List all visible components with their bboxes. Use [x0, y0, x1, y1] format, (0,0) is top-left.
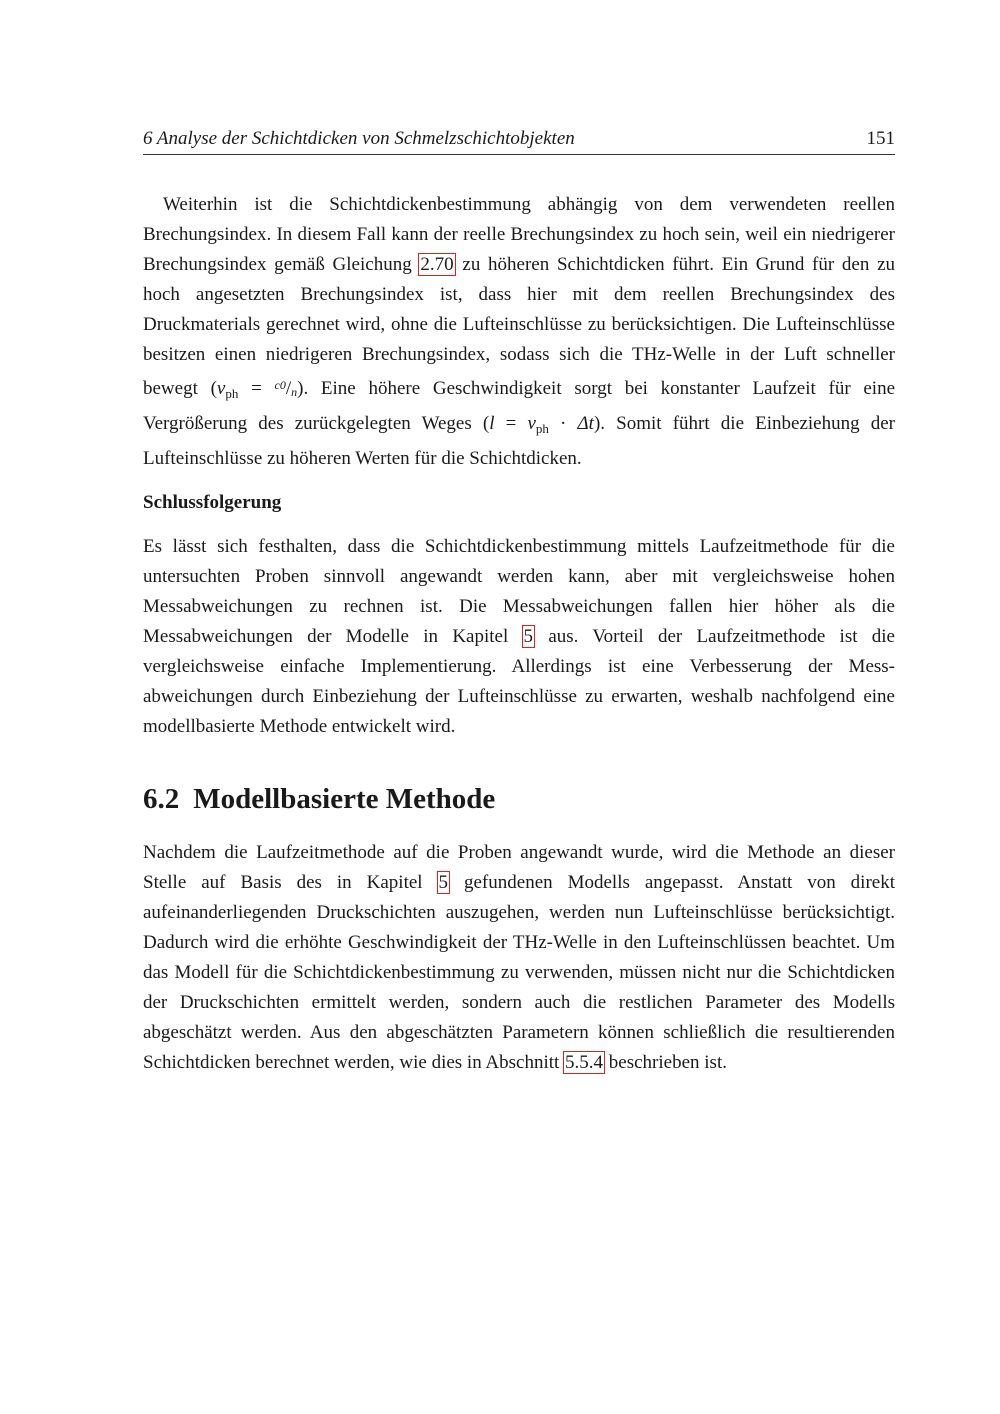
chapter-ref-link[interactable]: 5: [523, 626, 534, 647]
text-run: ). Eine höhere Geschwindigkeit sorgt bei konstanter Laufzeit für eine Vergrößerung des zurückgelegten Weges (: [143, 378, 896, 434]
paragraph-2: [143, 532, 895, 742]
math-v: v: [527, 413, 536, 434]
math-equals: =: [494, 413, 528, 434]
equation-ref-link[interactable]: 2.70: [420, 254, 454, 275]
math-n: n: [291, 385, 298, 399]
text-run: gefundenen Modells angepasst. Anstatt von direkt aufeinanderliegenden Druckschichten auszugehen, werden nun Lufteinschlüsse berücksichtigt. Dadurch wird die erhöhte Geschwindigkeit der THz-Welle in den Lufteinschlüssen beachtet. Um das Modell für die Schichtdickenbestimmung zu verwenden, müssen nicht nur die Schichtdicken der Druckschichten ermittelt werden, sondern auch die restlichen Parameter des Modells abgeschätzt werden. Aus den abgeschätzten Parametern können schließlich die resultierenden Schichtdicken berechnet werden, wie dies in Abschnitt: [143, 872, 895, 1073]
page-number: 151: [866, 128, 895, 149]
math-equals: =: [238, 378, 275, 399]
text-run: aus. Vorteil der Laufzeitmethode ist die vergleichsweise einfache Implementierung. Allerdings ist eine Verbesserung der Messabweichungen durch Einbeziehung der Lufteinschlüsse zu erwarten, weshalb nachfolgend eine modellbasierte Methode entwickelt wird.: [143, 626, 895, 737]
text-run: ). Somit führt die Einbeziehung der Lufteinschlüsse zu höheren Werten für die Schichtdicken.: [143, 413, 896, 469]
math-slash: /: [285, 378, 292, 399]
section-title: Modellbasierte Methode: [193, 783, 496, 815]
text-run: zu höheren Schichtdicken führt. Ein Grund für den zu hoch angesetzten Brechungsindex ist, dass hier mit dem reellen Brechungsindex des Druckmaterials gerechnet wird, ohne die Lufteinschlüsse zu berücksichtigen. Die Lufteinschlüsse besitzen einen niedrigeren Brechungsindex, sodass sich die THz-Welle in der Luft schneller bewegt (: [143, 254, 896, 399]
math-subscript-ph: ph: [535, 421, 549, 436]
math-delta-t: Δt: [577, 413, 594, 434]
math-v: v: [216, 378, 226, 399]
paragraph-1: [143, 190, 895, 474]
math-dot: ·: [548, 413, 578, 434]
text-run: Es lässt sich festhalten, dass die Schichtdickenbestimmung mittels Laufzeitmethode für die untersuchten Proben sinnvoll angewandt werden kann, aber mit vergleichsweise hohen Messabweichungen zu rechnen ist. Die Messabweichungen fallen hier höher als die Messabweichungen der Modelle in Kapitel: [143, 536, 895, 647]
text-run: Nachdem die Laufzeitmethode auf die Proben angewandt wurde, wird die Methode an dieser Stelle auf Basis des in Kapitel: [143, 842, 895, 893]
subsection-title: Schlussfolgerung: [143, 492, 282, 513]
text-run: Weiterhin ist die Schichtdickenbestimmung abhängig von dem verwendeten reellen Brechungsindex. In diesem Fall kann der reelle Brechungsindex zu hoch sein, weil ein niedrigerer Brechungsindex gemäß Gleichung: [143, 194, 895, 275]
text-run: beschrieben ist.: [604, 1052, 727, 1073]
section-ref-link[interactable]: 5.5.4: [565, 1052, 604, 1073]
math-c0: c0: [274, 378, 286, 392]
chapter-ref-link[interactable]: 5: [438, 872, 449, 893]
chapter-title: 6 Analyse der Schichtdicken von Schmelzschichtobjekten: [143, 128, 575, 149]
math-l: l: [489, 413, 495, 434]
section-number: 6.2: [143, 783, 180, 815]
running-head: [143, 124, 895, 155]
math-subscript-ph: ph: [225, 386, 239, 401]
section-heading: [143, 779, 495, 819]
paragraph-3: [143, 838, 895, 1078]
